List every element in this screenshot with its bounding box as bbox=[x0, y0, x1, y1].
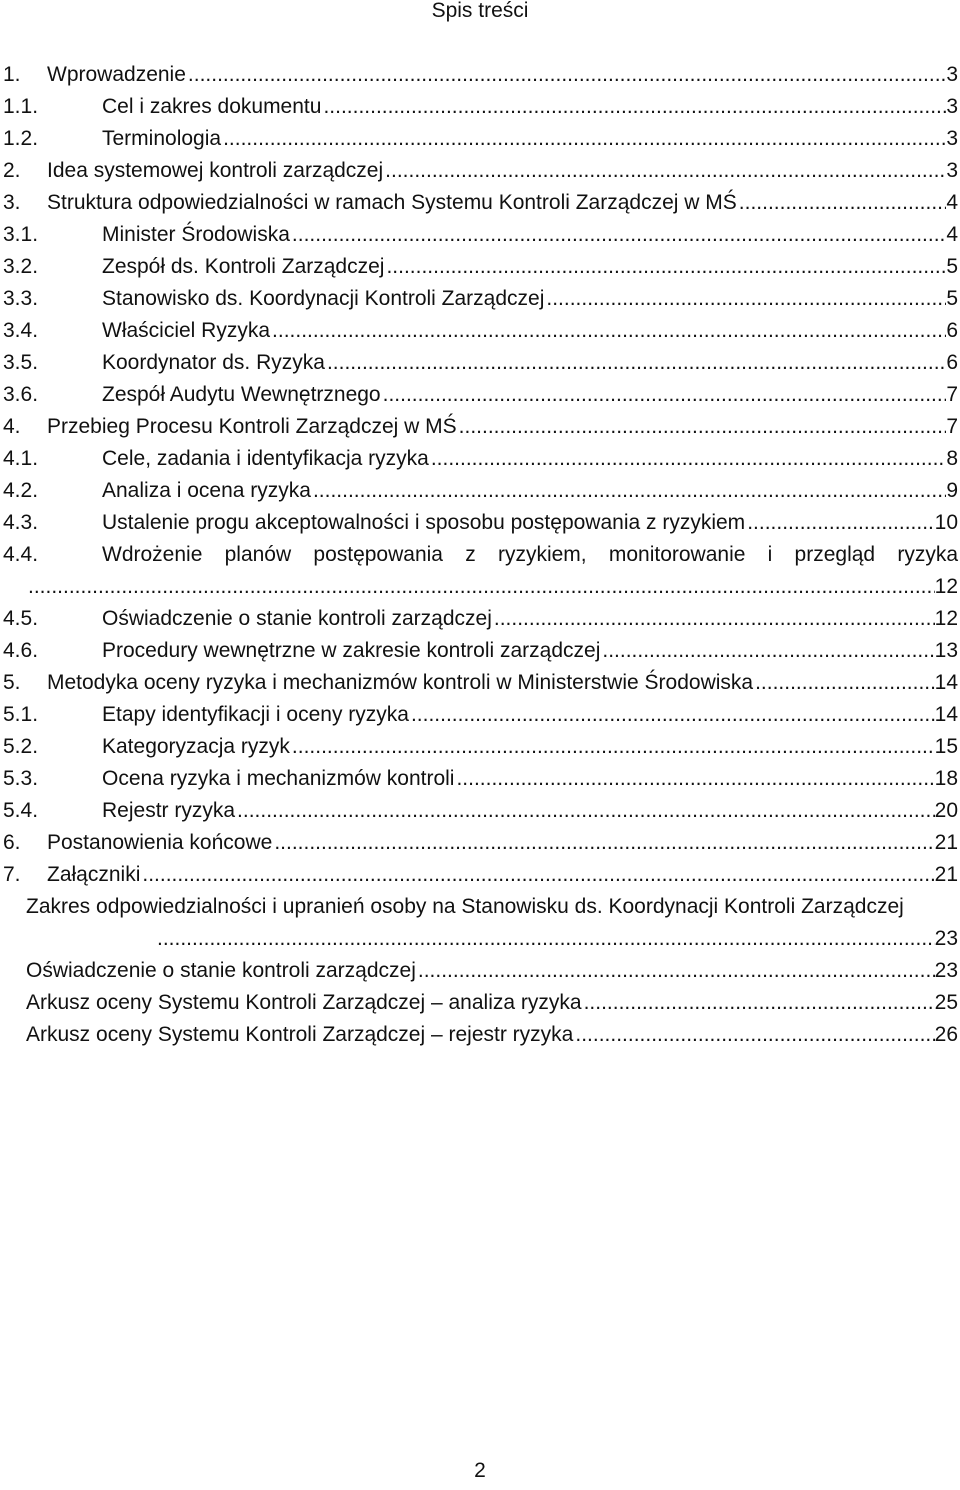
dot-leader bbox=[270, 315, 946, 347]
toc-entry-page: 9 bbox=[946, 479, 958, 502]
toc-entry[interactable] bbox=[0, 315, 960, 347]
toc-entry[interactable] bbox=[0, 1019, 960, 1051]
toc-entry-label: Cel i zakres dokumentu bbox=[102, 95, 322, 118]
toc-entry[interactable] bbox=[0, 59, 960, 91]
dot-leader bbox=[429, 443, 946, 475]
toc-entry-label: Koordynator ds. Ryzyka bbox=[102, 351, 325, 374]
toc-entry-label: Wprowadzenie bbox=[47, 63, 186, 86]
toc-entry[interactable] bbox=[0, 91, 960, 123]
toc-entry-number: 2. bbox=[3, 159, 21, 182]
toc-entry-number: 5.2. bbox=[3, 735, 39, 758]
toc-entry[interactable] bbox=[0, 987, 960, 1019]
dot-leader bbox=[582, 987, 935, 1019]
toc-entry-label: Arkusz oceny Systemu Kontroli Zarządczej – rejestr ryzyka bbox=[26, 1023, 574, 1046]
toc-entry-label: Postanowienia końcowe bbox=[47, 831, 273, 854]
toc-entry[interactable] bbox=[0, 475, 960, 507]
toc-entry-label: Zespół ds. Kontroli Zarządczej bbox=[102, 255, 385, 278]
toc-entry-number: 3.1. bbox=[3, 223, 39, 246]
toc-entry-label: Ustalenie progu akceptowalności i sposobu postępowania z ryzykiem bbox=[102, 511, 746, 534]
dot-leader bbox=[325, 347, 946, 379]
dot-leader bbox=[290, 219, 946, 251]
dot-leader bbox=[416, 955, 935, 987]
toc-entry[interactable] bbox=[0, 251, 960, 283]
dot-leader bbox=[544, 283, 946, 315]
toc-entry-page: 18 bbox=[934, 767, 958, 790]
toc-entry-page: 5 bbox=[946, 255, 958, 278]
dot-leader bbox=[737, 187, 947, 219]
toc-entry-label: Przebieg Procesu Kontroli Zarządczej w MŚ bbox=[47, 415, 457, 438]
toc-entry-page: 20 bbox=[934, 799, 958, 822]
toc-entry-page: 4 bbox=[946, 223, 958, 246]
toc-entry-page: 23 bbox=[934, 959, 958, 982]
toc-entry-number: 5.4. bbox=[3, 799, 39, 822]
toc-entry-page: 14 bbox=[934, 671, 958, 694]
toc-entry-label: Załączniki bbox=[47, 863, 141, 886]
toc-entry-label: Minister Środowiska bbox=[102, 223, 290, 246]
dot-leader bbox=[454, 763, 934, 795]
toc-entry-page: 3 bbox=[946, 95, 958, 118]
toc-entry-page: 8 bbox=[946, 447, 958, 470]
toc-entry-number: 1.2. bbox=[3, 127, 39, 150]
toc-entry[interactable] bbox=[0, 859, 960, 891]
toc-entry-number: 4. bbox=[3, 415, 21, 438]
toc-entry[interactable] bbox=[0, 539, 960, 571]
toc-entry-number: 3.6. bbox=[3, 383, 39, 406]
dot-leader bbox=[573, 1019, 934, 1051]
toc-entry-label: Cele, zadania i identyfikacja ryzyka bbox=[102, 447, 429, 470]
toc-entry-label: Właściciel Ryzyka bbox=[102, 319, 271, 342]
toc-entry-page: 4 bbox=[946, 191, 958, 214]
toc-entry-page: 7 bbox=[946, 415, 958, 438]
toc-entry-label: Zakres odpowiedzialności i upranień osoby na Stanowisku ds. Koordynacji Kontroli Zarządczej bbox=[26, 895, 904, 918]
dot-leader bbox=[383, 155, 946, 187]
dot-leader bbox=[492, 603, 935, 635]
toc-entry[interactable] bbox=[0, 955, 960, 987]
toc-entry-number: 3.2. bbox=[3, 255, 39, 278]
dot-leader bbox=[745, 507, 934, 539]
toc-entry-number: 4.4. bbox=[3, 543, 39, 566]
toc-entry-label: Arkusz oceny Systemu Kontroli Zarządczej – analiza ryzyka bbox=[26, 991, 582, 1014]
dot-leader bbox=[311, 475, 946, 507]
toc-entry[interactable] bbox=[0, 603, 960, 635]
toc-entry-number: 5.1. bbox=[3, 703, 39, 726]
toc-entry-label: Procedury wewnętrzne w zakresie kontroli zarządczej bbox=[102, 639, 601, 662]
toc-entry-label: Oświadczenie o stanie kontroli zarządczej bbox=[26, 959, 416, 982]
toc-title: Spis treści bbox=[431, 0, 529, 22]
toc-entry[interactable] bbox=[0, 891, 960, 955]
dot-leader bbox=[26, 571, 935, 603]
toc-entry-number: 4.3. bbox=[3, 511, 39, 534]
toc-entry-label: Rejestr ryzyka bbox=[102, 799, 236, 822]
toc-entry-number: 7. bbox=[3, 863, 21, 886]
dot-leader bbox=[272, 827, 934, 859]
toc-entry-number: 4.2. bbox=[3, 479, 39, 502]
dot-leader bbox=[381, 379, 947, 411]
dot-leader bbox=[600, 635, 934, 667]
toc-entry-number: 4.6. bbox=[3, 639, 39, 662]
toc-entry[interactable] bbox=[0, 699, 960, 731]
toc-entry-page: 6 bbox=[946, 351, 958, 374]
toc-entry[interactable] bbox=[0, 123, 960, 155]
dot-leader bbox=[221, 123, 946, 155]
toc-list bbox=[0, 59, 960, 1051]
toc-entry[interactable] bbox=[0, 155, 960, 187]
toc-entry-number: 3.4. bbox=[3, 319, 39, 342]
toc-entry-label: Idea systemowej kontroli zarządczej bbox=[47, 159, 384, 182]
toc-entry-label: Struktura odpowiedzialności w ramach Systemu Kontroli Zarządczej w MŚ bbox=[47, 191, 737, 214]
toc-entry[interactable] bbox=[0, 827, 960, 859]
toc-entry[interactable] bbox=[0, 443, 960, 475]
toc-entry-label: Wdrożenie planów postępowania z ryzykiem, monitorowanie i przegląd ryzyka bbox=[102, 543, 958, 566]
toc-entry[interactable] bbox=[0, 283, 960, 315]
dot-leader bbox=[140, 859, 934, 891]
toc-entry-number: 5. bbox=[3, 671, 21, 694]
toc-entry-number: 3. bbox=[3, 191, 21, 214]
toc-entry-label: Stanowisko ds. Koordynacji Kontroli Zarządczej bbox=[102, 287, 545, 310]
toc-entry-number: 1.1. bbox=[3, 95, 39, 118]
toc-entry[interactable] bbox=[0, 347, 960, 379]
toc-entry-label: Etapy identyfikacji i oceny ryzyka bbox=[102, 703, 409, 726]
toc-entry[interactable] bbox=[0, 635, 960, 667]
toc-entry-page: 15 bbox=[934, 735, 958, 758]
toc-entry-label: Ocena ryzyka i mechanizmów kontroli bbox=[102, 767, 455, 790]
toc-entry[interactable] bbox=[0, 763, 960, 795]
toc-entry-page: 25 bbox=[934, 991, 958, 1014]
toc-entry-number: 4.1. bbox=[3, 447, 39, 470]
toc-entry-page: 23 bbox=[934, 927, 958, 950]
dot-leader bbox=[753, 667, 935, 699]
toc-entry-page: 3 bbox=[946, 63, 958, 86]
toc-entry-page: 21 bbox=[934, 831, 958, 854]
dot-leader bbox=[409, 699, 935, 731]
toc-entry-page: 12 bbox=[934, 607, 958, 630]
dot-leader bbox=[457, 411, 947, 443]
toc-entry-label: Terminologia bbox=[102, 127, 222, 150]
toc-entry-page: 3 bbox=[946, 159, 958, 182]
toc-entry-label: Oświadczenie o stanie kontroli zarządczej bbox=[102, 607, 492, 630]
toc-entry[interactable] bbox=[0, 507, 960, 539]
toc-entry-page: 6 bbox=[946, 319, 958, 342]
toc-entry-number: 6. bbox=[3, 831, 21, 854]
dot-leader bbox=[235, 795, 935, 827]
dot-leader bbox=[384, 251, 946, 283]
toc-entry-page: 7 bbox=[946, 383, 958, 406]
toc-entry-number: 5.3. bbox=[3, 767, 39, 790]
toc-entry-page: 12 bbox=[934, 575, 958, 598]
toc-entry-number: 4.5. bbox=[3, 607, 39, 630]
toc-entry-label: Analiza i ocena ryzyka bbox=[102, 479, 311, 502]
toc-entry-number: 1. bbox=[3, 63, 21, 86]
toc-entry-page: 3 bbox=[946, 127, 958, 150]
toc-entry-continuation[interactable] bbox=[0, 571, 960, 603]
toc-entry-number: 3.3. bbox=[3, 287, 39, 310]
toc-entry-label: Zespół Audytu Wewnętrznego bbox=[102, 383, 381, 406]
toc-entry[interactable] bbox=[0, 731, 960, 763]
dot-leader bbox=[186, 59, 946, 91]
toc-entry[interactable] bbox=[0, 411, 960, 443]
toc-entry-page: 14 bbox=[934, 703, 958, 726]
dot-leader bbox=[321, 91, 946, 123]
toc-entry-page: 21 bbox=[934, 863, 958, 886]
toc-entry-page: 26 bbox=[934, 1023, 958, 1046]
toc-entry-page: 5 bbox=[946, 287, 958, 310]
toc-entry-label: Metodyka oceny ryzyka i mechanizmów kontroli w Ministerstwie Środowiska bbox=[47, 671, 754, 694]
toc-entry-label: Kategoryzacja ryzyk bbox=[102, 735, 290, 758]
toc-entry[interactable] bbox=[0, 379, 960, 411]
toc-entry[interactable] bbox=[0, 795, 960, 827]
toc-entry-number: 3.5. bbox=[3, 351, 39, 374]
toc-entry-page: 10 bbox=[934, 511, 958, 534]
dot-leader bbox=[290, 731, 935, 763]
page-number: 2 bbox=[474, 1459, 486, 1482]
toc-entry[interactable] bbox=[0, 187, 960, 219]
dot-leader bbox=[155, 923, 935, 955]
toc-entry[interactable] bbox=[0, 667, 960, 699]
toc-entry-page: 13 bbox=[934, 639, 958, 662]
toc-entry[interactable] bbox=[0, 219, 960, 251]
